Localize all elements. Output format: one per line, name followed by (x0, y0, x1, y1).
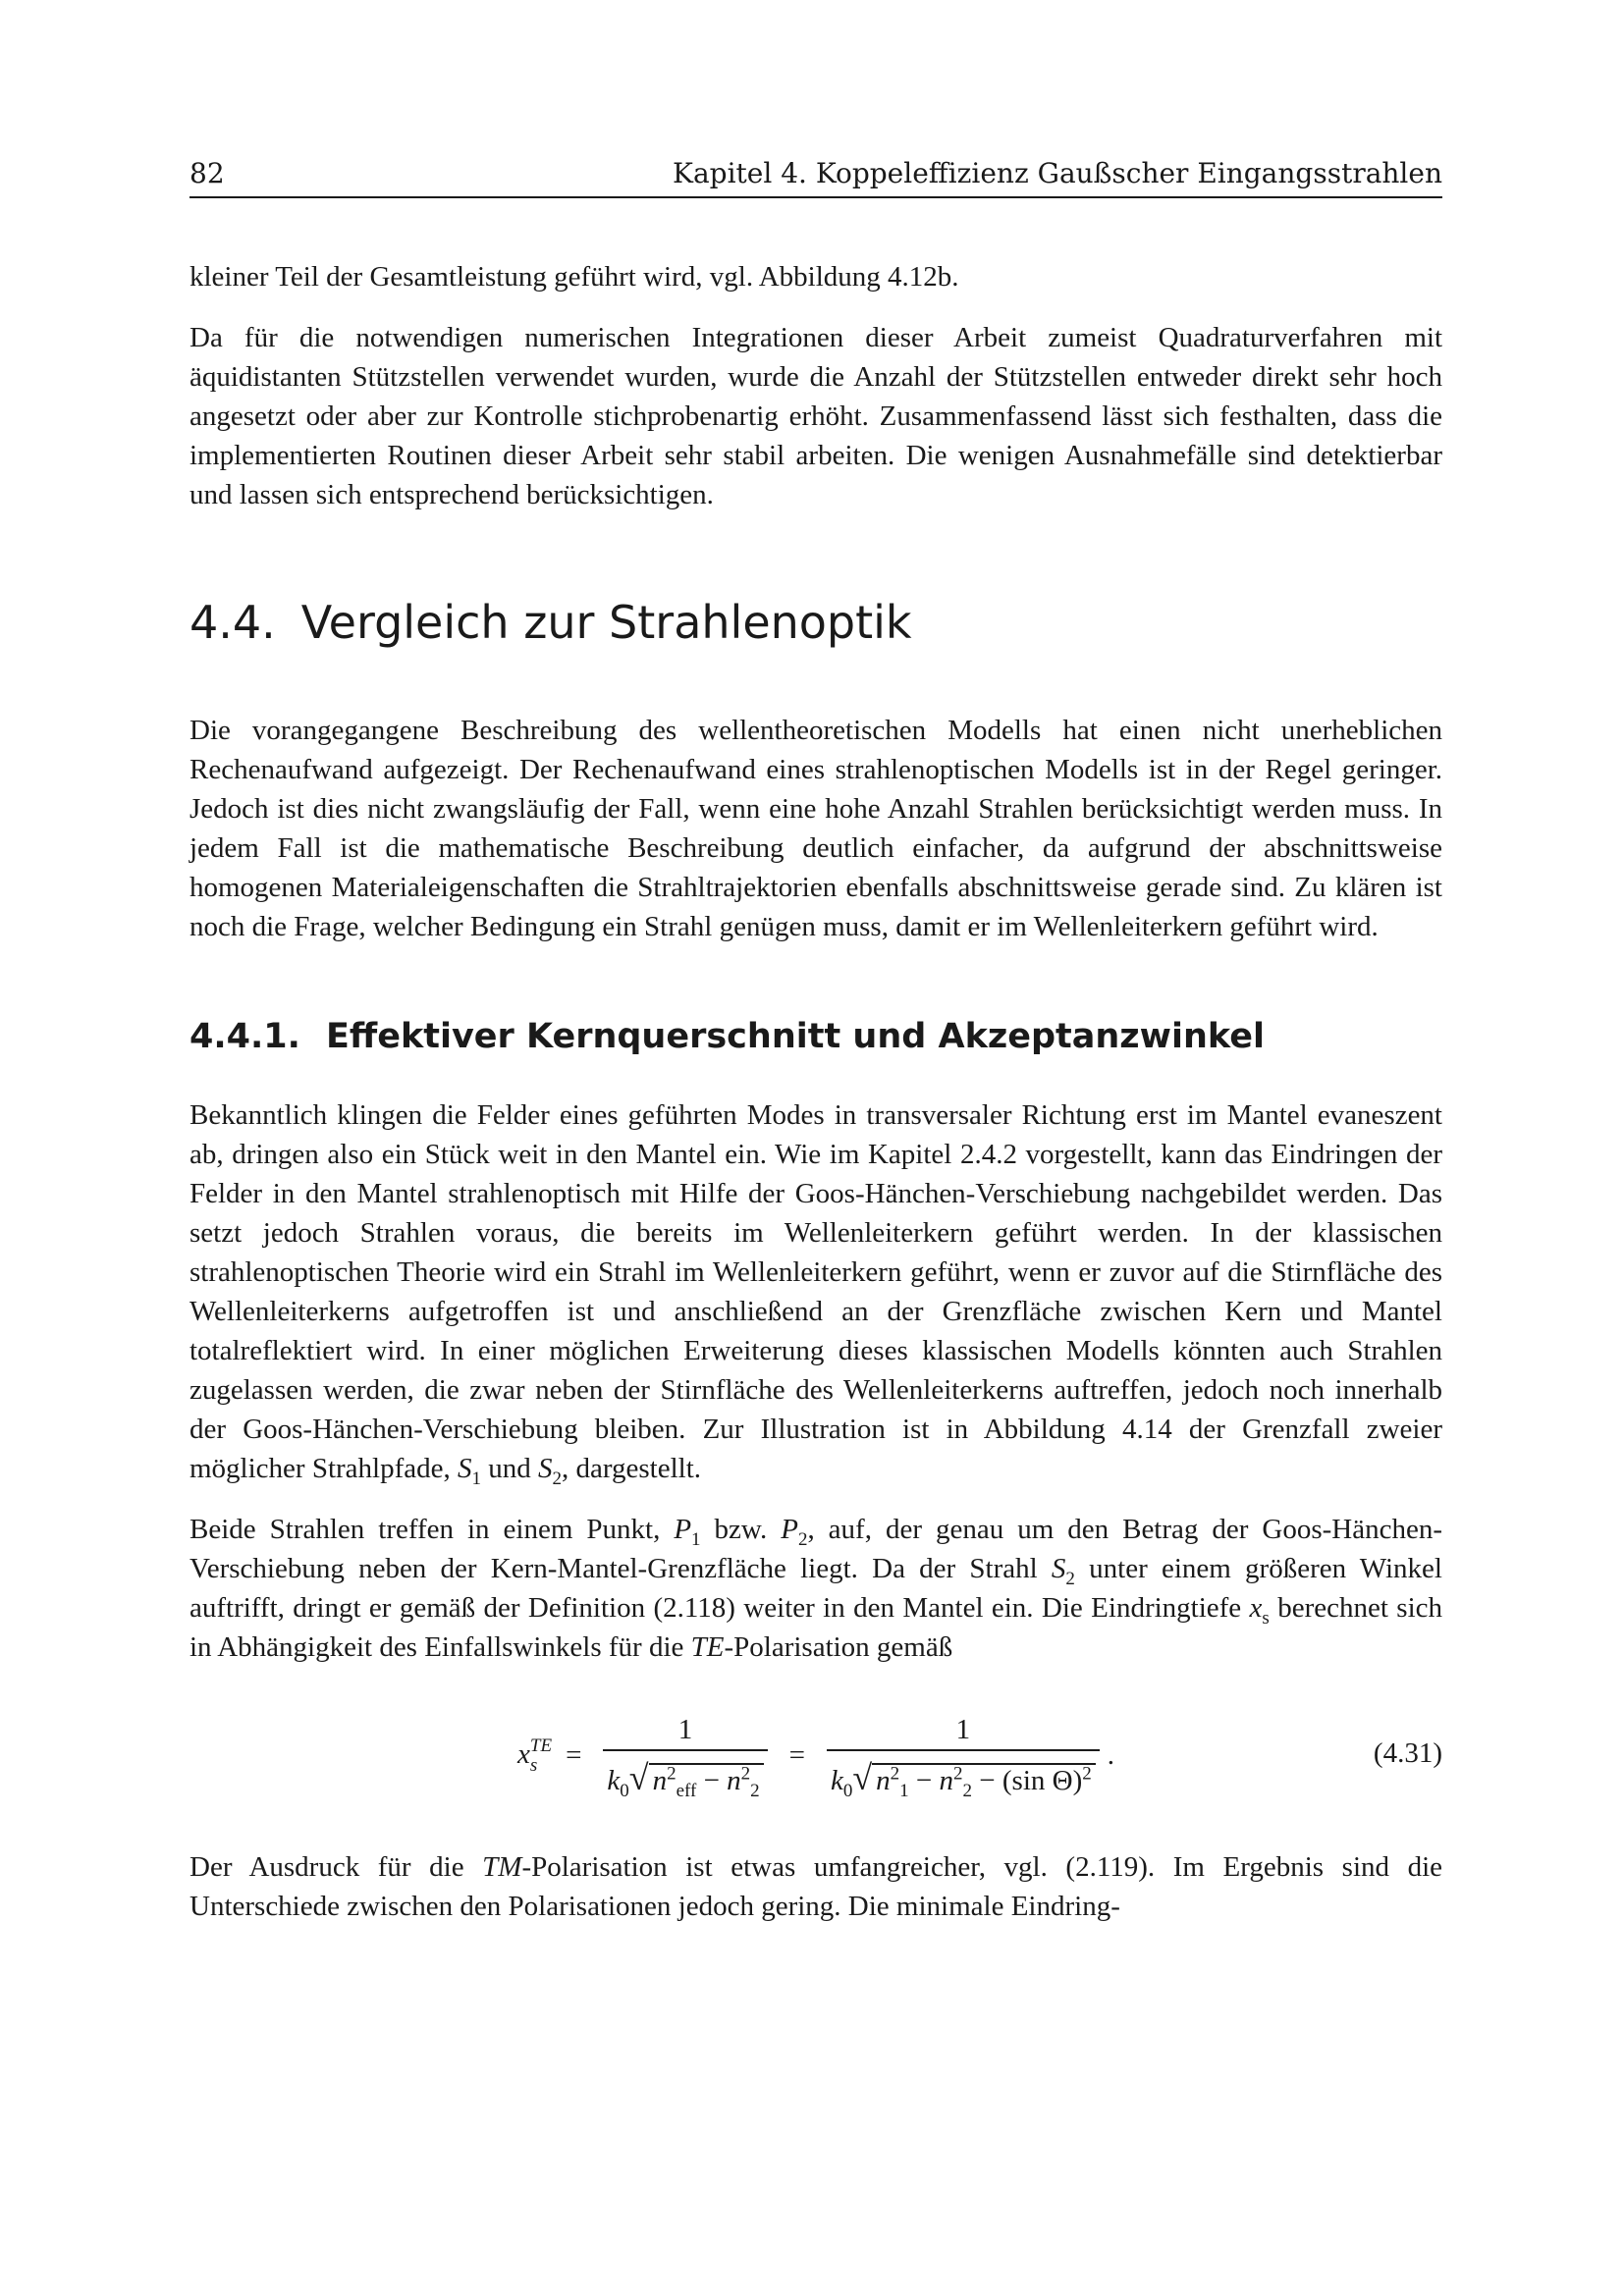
paragraph-text: Beide Strahlen treffen in einem Punkt, (189, 1514, 675, 1545)
subsection-heading (189, 1015, 1442, 1058)
fraction-angle (827, 1710, 1100, 1801)
body-text (189, 257, 1442, 1926)
fraction-numerator: 1 (955, 1713, 971, 1745)
math-sub: 1 (471, 1468, 481, 1489)
math-sub: 2 (552, 1468, 562, 1489)
paragraph-text: , auf, der genau um den Betrag der Goos-Hänchen-Verschiebung neben der Kern-Mantel-Grenzfläche liegt. Da der Strahl (189, 1514, 1443, 1584)
math-xs: x (1249, 1592, 1263, 1624)
paragraph-continuation: kleiner Teil der Gesamtleistung geführt wird, vgl. Abbildung 4.12b. (189, 261, 959, 293)
equation-period: . (1107, 1739, 1114, 1771)
math-s1: S (458, 1453, 472, 1484)
sqrt-icon: √ (852, 1757, 873, 1797)
sqrt-icon: √ (628, 1757, 649, 1797)
section-title: Vergleich zur Strahlenoptik (300, 596, 912, 649)
fraction-denominator: $k_0√$ $n^2_1 - n^2_2 - (\sin$ Θ)$^2$ (827, 1749, 1100, 1801)
fraction-effective-index (603, 1710, 767, 1801)
paragraph-text: berechnet sich in Abhängigkeit des Einfallswinkels für die (189, 1592, 1442, 1663)
radicand: $n^2_{eff} - n^2_2$ (649, 1763, 764, 1796)
equation-number: (4.31) (1373, 1737, 1442, 1769)
equals-sign: = (566, 1739, 582, 1771)
math-s2: S (538, 1453, 553, 1484)
paragraph-penetration-depth (189, 1510, 1442, 1667)
math-p2: P (781, 1514, 798, 1545)
subsection-title: Effektiver Kernquerschnitt und Akzeptanzwinkel (325, 1017, 1265, 1056)
fraction-denominator: $k_0√$ $n^2_{eff} - n^2_2$ (603, 1749, 767, 1801)
math-p1: P (674, 1514, 692, 1545)
paragraph-tm-polarisation (189, 1847, 1442, 1926)
paragraph-text: -Polarisation ist etwas umfangreicher, vgl. (2.119). Im Ergebnis sind die Unterschiede zwischen den Polarisationen jedoch gering. Die minimale Eindring- (189, 1851, 1443, 1922)
chapter-title: Kapitel 4. Koppeleffizienz Gaußscher Eingangsstrahlen (673, 157, 1442, 189)
equation-lhs: x TE s (517, 1735, 553, 1777)
math-sub: 1 (691, 1528, 701, 1550)
equals-sign: = (788, 1739, 806, 1771)
paragraph-text: und (481, 1453, 538, 1484)
paragraph-text: unter einem größeren Winkel auftrifft, dringt er gemäß der Definition (2.118) weiter in den Mantel ein. Die Eindringtiefe (189, 1553, 1442, 1624)
section-number: 4.4. (189, 596, 276, 649)
paragraph-text: Der Ausdruck für die (189, 1851, 483, 1883)
paragraph-integration: Da für die notwendigen numerischen Integrationen dieser Arbeit zumeist Quadraturverfahren mit äquidistanten Stützstellen verwendet wurden, wurde die Anzahl der Stützstellen entweder direkt sehr hoch angesetzt oder aber zur Kontrolle stichprobenartig erhöht. Zusammenfassend lässt sich festhalten, dass die implementierten Routinen dieser Arbeit sehr stabil arbeiten. Die wenigen Ausnahmefälle sind detektierbar und lassen sich entsprechend berücksichtigen. (189, 322, 1442, 510)
paragraph-text: , dargestellt. (562, 1453, 702, 1484)
math-s2: S (1051, 1553, 1066, 1584)
equation-body (189, 1696, 1442, 1814)
equation-4-31 (189, 1696, 1442, 1814)
section-heading (189, 595, 1442, 650)
paragraph-goos-haenchen (189, 1095, 1442, 1488)
paragraph-text: Bekanntlich klingen die Felder eines geführten Modes in transversaler Richtung erst im Mantel evaneszent ab, dringen also ein Stück weit in den Mantel ein. Wie im Kapitel 2.4.2 vorgestellt, kann das Eindringen der Felder in den Mantel strahlenoptisch mit Hilfe der Goos-Hänchen-Verschiebung nachgebildet werden. Das setzt jedoch Strahlen voraus, die bereits im Wellenleiterkern geführt werden. In der klassischen strahlenoptischen Theorie wird ein Strahl im Wellenleiterkern geführt, wenn er zuvor auf die Stirnfläche des Wellenleiterkerns aufgetroffen ist und anschließend an der Grenzfläche zwischen Kern und Mantel totalreflektiert wird. In einer möglichen Erweiterung dieses klassischen Modells könnten auch Strahlen zugelassen werden, die zwar neben der Stirnfläche des Wellenleiterkerns auftreffen, jedoch noch innerhalb der Goos-Hänchen-Verschiebung bleiben. Zur Illustration ist in Abbildung 4.14 der Grenzfall zweier möglicher Strahlpfade, (189, 1099, 1442, 1484)
math-sub: 2 (797, 1528, 808, 1550)
page-number: 82 (189, 157, 225, 189)
math-tm: TM (482, 1851, 522, 1883)
subsection-number: 4.4.1. (189, 1017, 300, 1056)
math-te: TE (690, 1631, 725, 1663)
paragraph-text: -Polarisation gemäß (724, 1631, 953, 1663)
paragraph-text: bzw. (700, 1514, 782, 1545)
math-sub: 2 (1065, 1568, 1075, 1589)
math-sub: s (1262, 1607, 1270, 1629)
fraction-numerator: 1 (677, 1713, 693, 1745)
radicand: $n^2_1 - n^2_2 - (\sin$ Θ)$^2$ (872, 1763, 1096, 1796)
running-header (189, 157, 1442, 198)
paragraph-intro-ray-optics: Die vorangegangene Beschreibung des wellentheoretischen Modells hat einen nicht unerheblichen Rechenaufwand aufgezeigt. Der Rechenaufwand eines strahlenoptischen Modells ist in der Regel geringer. Jedoch ist dies nicht zwangsläufig der Fall, wenn eine hohe Anzahl Strahlen berücksichtigt werden muss. In jedem Fall ist die mathematische Beschreibung deutlich einfacher, da aufgrund der abschnittsweise homogenen Materialeigenschaften die Strahltrajektorien ebenfalls abschnittsweise gerade sind. Zu klären ist noch die Frage, welcher Bedingung ein Strahl genügen muss, damit er im Wellenleiterkern geführt wird. (189, 715, 1442, 942)
